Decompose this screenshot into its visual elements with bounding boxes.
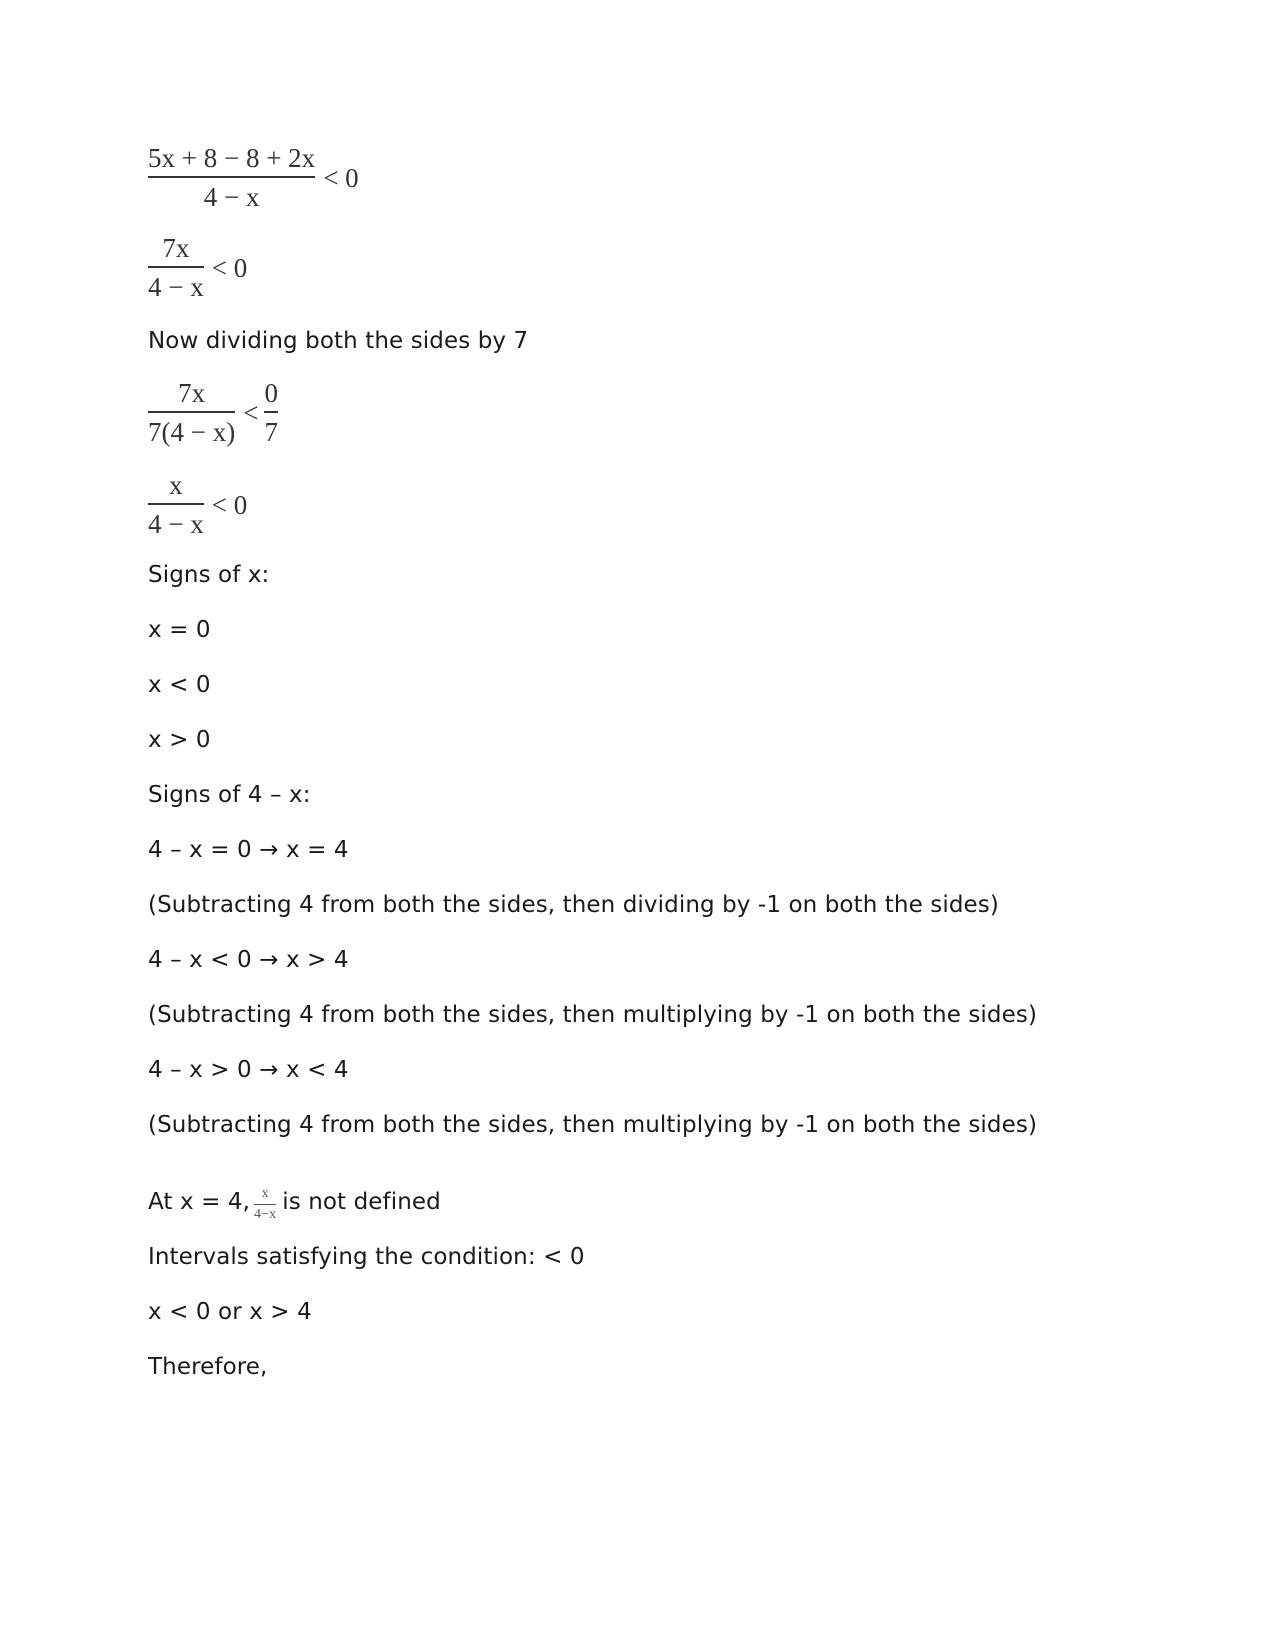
equation-2 bbox=[148, 235, 247, 301]
fraction bbox=[148, 235, 204, 301]
text-line: 4 – x = 0 → x = 4 bbox=[148, 837, 349, 863]
fraction bbox=[148, 145, 315, 211]
text-line: x = 0 bbox=[148, 617, 211, 643]
prefix: At x = 4, bbox=[148, 1189, 251, 1215]
denominator: 4−x bbox=[254, 1204, 276, 1222]
denominator: 4 − x bbox=[148, 503, 204, 538]
text-line: 4 – x < 0 → x > 4 bbox=[148, 947, 349, 973]
relation: < 0 bbox=[211, 252, 248, 283]
text-line-inline-fraction bbox=[148, 1186, 441, 1236]
numerator: x bbox=[169, 470, 183, 500]
suffix: is not defined bbox=[282, 1189, 441, 1215]
fraction bbox=[148, 472, 204, 538]
text-line: Signs of 4 – x: bbox=[148, 782, 311, 808]
text-line: Intervals satisfying the condition: < 0 bbox=[148, 1244, 585, 1270]
text-line: 4 – x > 0 → x < 4 bbox=[148, 1057, 349, 1083]
text-line: (Subtracting 4 from both the sides, then multiplying by -1 on both the sides) bbox=[148, 1112, 1038, 1138]
denominator: 4 − x bbox=[148, 176, 315, 211]
text-line: Signs of x: bbox=[148, 562, 270, 588]
numerator: 7x bbox=[178, 378, 206, 408]
relation: < bbox=[243, 397, 259, 428]
rhs-numerator: 0 bbox=[264, 378, 278, 408]
text-line: Now dividing both the sides by 7 bbox=[148, 328, 529, 354]
numerator: x bbox=[261, 1186, 269, 1201]
rhs-denominator: 7 bbox=[264, 411, 278, 446]
text-line: (Subtracting 4 from both the sides, then multiplying by -1 on both the sides) bbox=[148, 1002, 1038, 1028]
denominator: 7(4 − x) bbox=[148, 411, 235, 446]
relation: < 0 bbox=[323, 162, 359, 193]
equation-3 bbox=[148, 380, 278, 446]
text-line: x < 0 bbox=[148, 672, 211, 698]
text-line: (Subtracting 4 from both the sides, then dividing by -1 on both the sides) bbox=[148, 892, 999, 918]
text-line: x > 0 bbox=[148, 727, 211, 753]
equation-4 bbox=[148, 472, 247, 538]
denominator: 4 − x bbox=[148, 266, 204, 301]
numerator: 7x bbox=[162, 233, 190, 263]
numerator: 5x + 8 − 8 + 2x bbox=[148, 143, 316, 173]
text-line: Therefore, bbox=[148, 1354, 268, 1380]
inline-fraction bbox=[254, 1187, 276, 1222]
rhs-fraction bbox=[264, 380, 278, 446]
equation-1 bbox=[148, 145, 359, 211]
relation: < 0 bbox=[211, 489, 248, 520]
text-line: x < 0 or x > 4 bbox=[148, 1299, 312, 1325]
fraction bbox=[148, 380, 235, 446]
